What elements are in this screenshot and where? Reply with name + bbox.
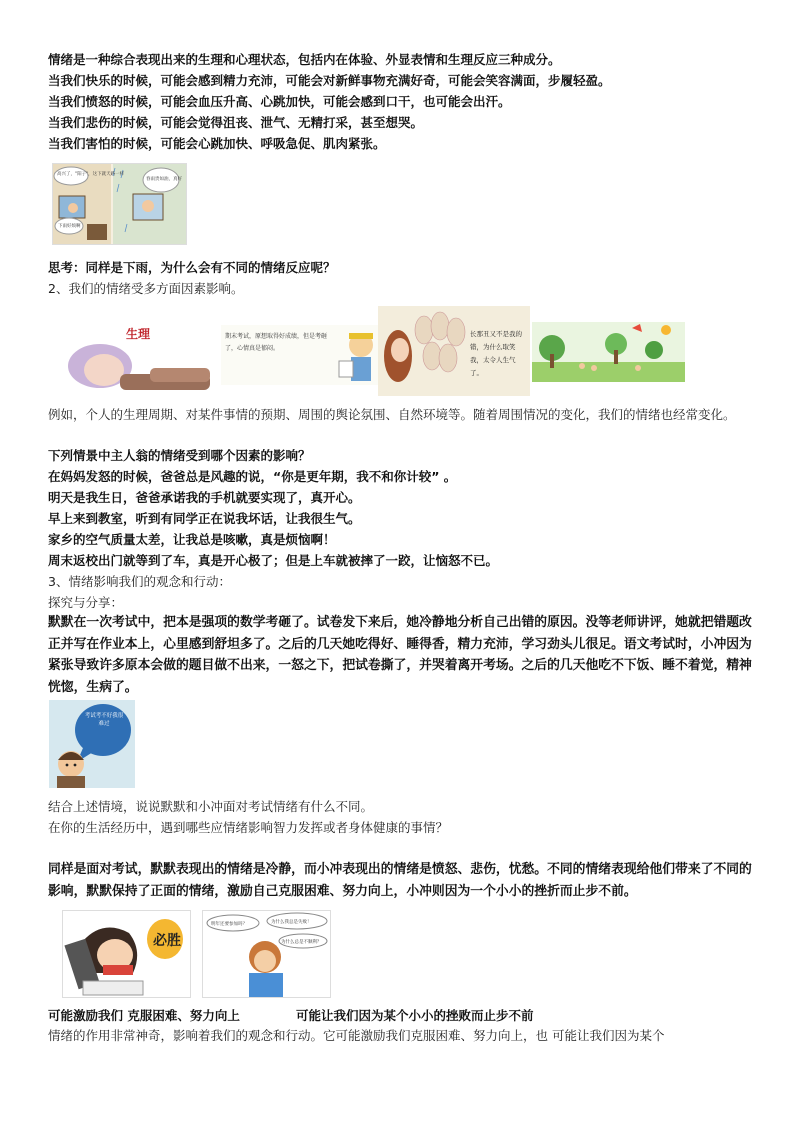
question-heading: 思考：同样是下雨，为什么会有不同的情绪反应呢？	[48, 260, 336, 275]
bubble-text: 为什么总是不顺利？	[281, 940, 322, 945]
bubble-text: 为什么我总是失败！	[271, 920, 312, 925]
worried-student-image	[49, 700, 135, 788]
rain-cartoon-image	[52, 163, 187, 245]
text-line: 情绪是一种综合表现出来的生理和心理状态，包括内在体验、外显表情和生理反应三种成分。	[48, 52, 561, 67]
nature-cartoon-image	[532, 322, 685, 382]
text-line: 当我们快乐的时候，可能会感到精力充沛，可能会对新鲜事物充满好奇，可能会笑容满面，步履轻盈。	[48, 73, 611, 88]
answer-paragraph: 同样是面对考试，默默表现出的情绪是冷静，而小冲表现出的情绪是愤怒、悲伤，忧愁。不同的情绪表现给他们带来了不同的影响，默默保持了正面的情绪，激励自己克服困难、努力向上，小冲则因为一个小小的挫折而止步不前。	[48, 862, 752, 899]
text-line: 当我们害怕的时候，可能会心跳加快、呼吸急促、肌肉紧张。	[48, 136, 386, 151]
example-paragraph: 例如，个人的生理周期、对某件事情的预期、周围的舆论氛围、自然环境等。随着周围情况的变化，我们的情绪也经常变化。	[48, 407, 736, 422]
exam-cartoon-image	[221, 325, 386, 385]
bubble-text: 下雨好烦啊	[58, 224, 81, 229]
physiology-label: 生理	[126, 327, 151, 341]
bubble-text: 考试考不好我很难过	[84, 713, 124, 727]
bubble-text: 明年还要参加吗？	[211, 922, 247, 927]
question-heading: 下列情景中主人翁的情绪受到哪个因素的影响？	[48, 448, 311, 463]
physiology-cartoon-image	[60, 308, 220, 398]
list-item: 早上来到教室，听到有同学正在说我坏话，让我很生气。	[48, 511, 361, 526]
list-item: 周末返校出门就等到了车，真是开心极了；但是上车就被摔了一跤，让恼怒不已。	[48, 553, 499, 568]
point-heading: 3、情绪影响我们的观念和行动：	[48, 574, 231, 589]
determined-student-image	[62, 910, 191, 998]
text-line: 当我们悲伤的时候，可能会觉得沮丧、泄气、无精打采，甚至想哭。	[48, 115, 424, 130]
task-line: 结合上述情境，说说默默和小冲面对考试情绪有什么不同。	[48, 799, 374, 814]
list-item: 明天是我生日，爸爸承诺我的手机就要实现了，真开心。	[48, 490, 361, 505]
point-heading: 2、我们的情绪受多方面因素影响。	[48, 281, 244, 296]
gossip-text: 长那丑又不是我的错，为什么取笑我，太令人生气了。	[470, 330, 522, 377]
list-item: 家乡的空气质量太差，让我总是咳嗽，真是烦恼啊！	[48, 532, 336, 547]
task-line: 在你的生活经历中，遇到哪些应情绪影响智力发挥或者身体健康的事情？	[48, 820, 449, 835]
image-caption: 可能激励我们 克服困难、努力向上	[48, 1008, 240, 1023]
gossip-cartoon-image	[378, 306, 530, 396]
stamp-text: 必胜	[153, 933, 181, 949]
story-paragraph: 默默在一次考试中，把本是强项的数学考砸了。试卷发下来后，她冷静地分析自己出错的原因。没等老师讲评，她就把错题改正并写在作业本上，心里感到舒坦多了。之后的几天她吃得好、睡得香，精力充沛，学习劲头儿很足。语文考试时，小冲因为紧张导致许多原本会做的题目做不出来，一怒之下，把试卷撕了，并哭着离开考场。之后的几天他吃不下饭、睡不着觉，精神恍惚，生病了。	[48, 615, 752, 695]
sub-heading: 探究与分享：	[48, 595, 124, 610]
image-caption: 可能让我们因为某个小小的挫败而止步不前	[296, 1008, 534, 1023]
closing-paragraph: 情绪的作用非常神奇，影响着我们的观念和行动。它可能激励我们克服困难、努力向上，也 可能让我们因为某个	[48, 1028, 665, 1043]
bubble-text: 春雨贵如油，真好	[146, 177, 182, 182]
exam-text: 期末考试，原想取得好成绩，但是考砸了，心情真是郁闷。	[225, 333, 328, 352]
bubble-text: 高兴了，"阳子"，这下就天路一样	[57, 172, 125, 177]
frustrated-student-image	[202, 910, 331, 998]
list-item: 在妈妈发怒的时候，爸爸总是风趣的说，“你是更年期，我不和你计较” 。	[48, 469, 457, 484]
text-line: 当我们愤怒的时候，可能会血压升高、心跳加快，可能会感到口干，也可能会出汗。	[48, 94, 511, 109]
